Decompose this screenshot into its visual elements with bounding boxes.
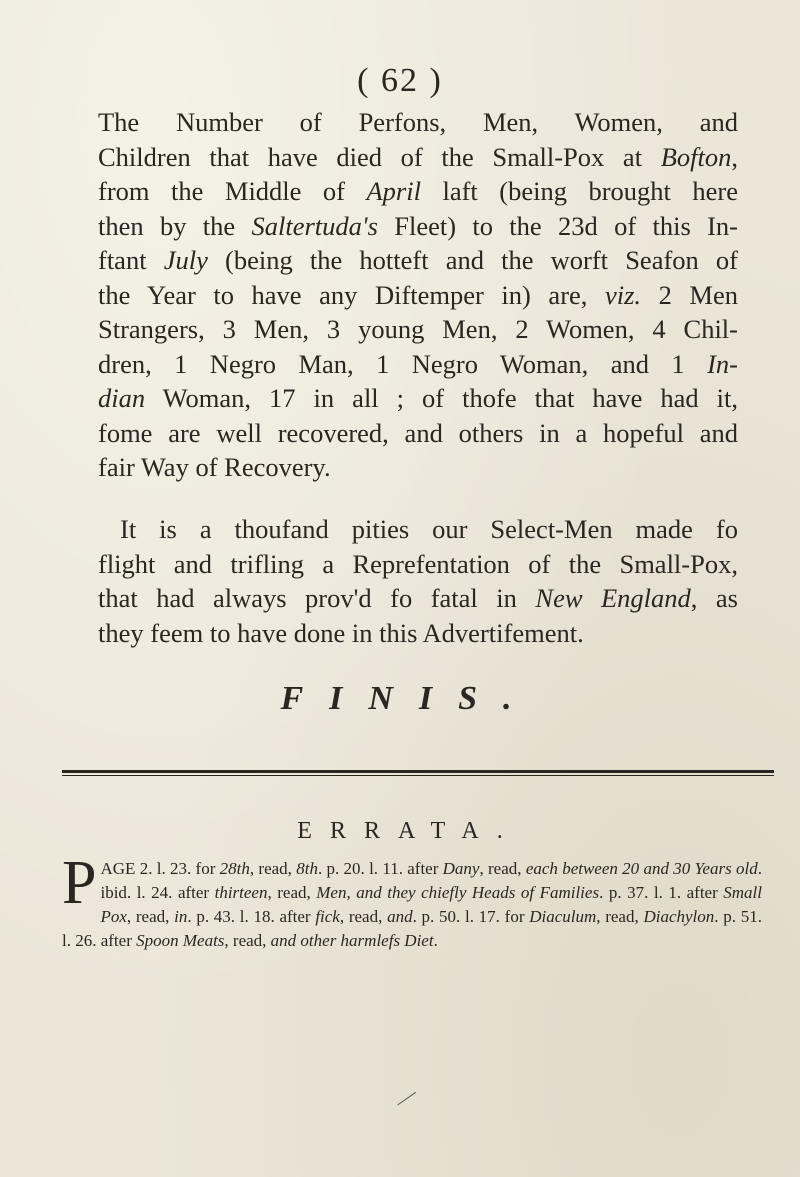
errata-italic: Diachylon (643, 907, 715, 926)
text-line (98, 243, 738, 278)
text-line (98, 174, 738, 209)
italic-text: Saltertuda's (251, 210, 378, 241)
text-span: , (731, 141, 738, 172)
italic-text: In- (707, 348, 738, 379)
text-line (98, 140, 738, 175)
text-line (98, 278, 738, 313)
divider-rule-thin (62, 775, 774, 776)
errata-italic: fick (315, 907, 340, 926)
text-span: the Year to have any Diftemper in) are, (98, 279, 605, 310)
paragraph-select-men (98, 512, 738, 650)
finis-heading: FINIS. (280, 680, 538, 717)
errata-italic: 28th (219, 859, 250, 878)
text-line (98, 512, 738, 547)
italic-text: viz. (604, 279, 642, 310)
italic-text: April (366, 176, 421, 206)
italic-text: New England (535, 583, 691, 613)
errata-italic: Dany (442, 859, 480, 878)
italic-text: July (163, 245, 208, 275)
errata-italic: Diaculum (529, 907, 597, 926)
text-span: Children that have died of the Small-Pox at (98, 141, 661, 172)
text-span: laft (being brought here (420, 176, 739, 206)
text-line (98, 105, 738, 140)
errata-text: , read, (339, 907, 388, 926)
errata-text: . ibid. l. 24. after (100, 859, 762, 902)
errata-text: , read, (224, 931, 271, 950)
errata-text: . p. 37. l. 1. after (599, 883, 724, 902)
text-line (98, 312, 738, 347)
text-span: The Number of Perfons, Men, Women, and (98, 107, 738, 137)
text-span: Strangers, 3 Men, 3 young Men, 2 Women, 4 Chil- (98, 314, 738, 344)
errata-text: , read, (479, 859, 526, 878)
text-span: ftant (98, 245, 164, 275)
drop-cap: P (62, 849, 97, 917)
errata-italic: each between 20 and 30 Years old (525, 859, 758, 878)
errata-text: . p. 51. l. 26. after (62, 907, 762, 950)
errata-text: . p. 50. l. 17. for (412, 907, 530, 926)
errata-italic: 8th (296, 859, 318, 878)
text-line (98, 347, 738, 382)
text-span: they feem to have done in this Advertifement. (98, 617, 584, 648)
text-span: fome are well recovered, and others in a hopeful and (98, 417, 738, 448)
divider-rule (62, 770, 774, 773)
errata-text: . p. 43. l. 18. after (187, 907, 316, 926)
italic-text: dian (98, 383, 146, 413)
errata-text: , read, (249, 859, 297, 878)
errata-text: . p. 20. l. 11. after (317, 859, 443, 878)
errata-text: , read, (596, 907, 644, 926)
italic-text: Bofton (660, 141, 732, 172)
text-line (98, 581, 738, 616)
errata-italic: in (174, 907, 188, 926)
errata-text: , read, (126, 907, 175, 926)
errata-italic: Men, and they chiefly Heads of Families (316, 883, 600, 902)
text-span: It is a thoufand pities our Select-Men made fo (120, 514, 738, 544)
text-span: dren, 1 Negro Man, 1 Negro Woman, and 1 (98, 348, 708, 379)
text-span: Fleet) to the 23d of this In- (377, 210, 738, 241)
errata-list (62, 849, 762, 953)
text-span: fair Way of Recovery. (98, 452, 331, 482)
errata-text: . (433, 931, 438, 950)
text-span: Woman, 17 in all ; of thofe that have had it, (145, 383, 738, 413)
text-line (98, 450, 738, 485)
text-line (98, 209, 738, 244)
errata-italic: Spoon Meats (136, 931, 225, 950)
text-span: then by the (98, 210, 252, 241)
text-span: flight and trifling a Reprefentation of the Small-Pox, (98, 548, 738, 579)
pen-mark (397, 1092, 416, 1106)
text-span: , as (690, 583, 738, 613)
page-number: ( 62 ) (357, 62, 443, 99)
errata-italic: and (387, 907, 413, 926)
errata-text: , read, (267, 883, 317, 902)
text-line (98, 616, 738, 651)
text-line (98, 416, 738, 451)
text-span: that had always prov'd fo fatal in (98, 583, 536, 613)
errata-text: AGE 2. l. 23. for (100, 859, 220, 878)
text-line (98, 381, 738, 416)
text-span: 2 Men (641, 279, 739, 310)
errata-italic: Small Pox (100, 883, 762, 926)
text-span: (being the hotteft and the worft Seafon of (207, 245, 738, 275)
errata-heading: ERRATA. (297, 818, 521, 844)
text-line (98, 547, 738, 582)
paragraph-smallpox-deaths (98, 105, 738, 485)
text-span: from the Middle of (98, 176, 367, 206)
errata-italic: and other harmlefs Diet (270, 931, 434, 950)
errata-italic: thirteen (214, 883, 268, 902)
